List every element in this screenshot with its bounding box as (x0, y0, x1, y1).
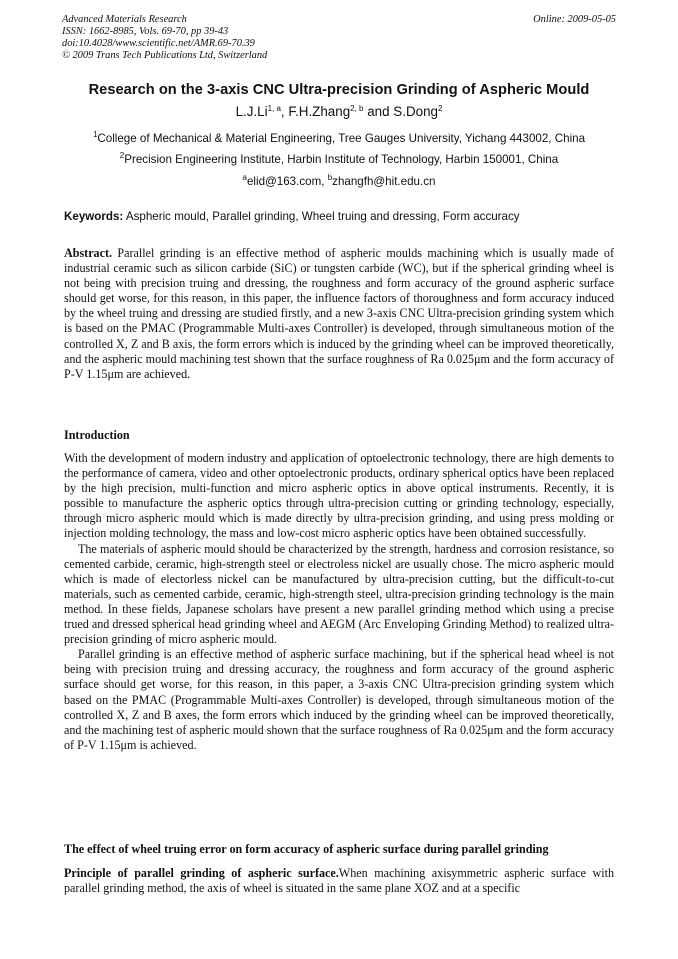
author-name: S.Dong (393, 104, 438, 119)
email-superscript: b (327, 173, 333, 182)
journal-header (62, 14, 267, 62)
online-date: Online: 2009-05-05 (533, 14, 616, 25)
keywords (64, 210, 616, 223)
paragraph: When machining axisymmetric aspheric surface with parallel grinding method, the axis of wheel is situated in the same plane XOZ and at a specific (64, 866, 614, 896)
doi-line: doi:10.4028/www.scientific.net/AMR.69-70.39 (62, 38, 255, 49)
affiliation-superscript: 2 (119, 151, 125, 160)
paragraph: Parallel grinding is an effective method of aspheric surface machining, but if the spherical head wheel is not being with precision truing and dressing accuracy, the roughness and form accuracy of the ground aspheric surface should get worse, for this reason, in this paper, a 3-axis CNC Ultra-precision grinding system which based on the PMAC (Programmable Multi-axes Controller) is developed, through simultaneous motion of the controlled X, Z and B axes, the form errors which induced by the grinding wheel can be improved theoretically, and the machining test of aspheric mould shown that the surface roughness of Ra 0.025μm and the form accuracy of P-V 1.15μm is achieved. (64, 647, 614, 752)
author-superscript: 2 (437, 104, 443, 113)
paragraph: The materials of aspheric mould should be characterized by the strength, hardness and corrosion resistance, so cemented carbide, ceramic, high-strength steel or electroless nickel are usually chose. The micro aspheric mould which is made of electorless nickel can be manufactured by ultra-precision cutting, but the difficult-to-cut materials, such as cemented carbide, ceramic, high-strength steel, ultra-precision grinding technology is the main method. In these fields, Japanese scholars have present a new parallel grinding method which using a precise trued and dressed spherical head grinding wheel and AEGM (Arc Enveloping Grinding Method) to realized ultra-precision grinding of micro aspheric mould. (64, 541, 614, 647)
email-superscript: a (242, 173, 247, 182)
section-heading-wheel-truing: The effect of wheel truing error on form accuracy of aspheric surface during parallel grinding (64, 842, 549, 856)
author-name: L.J.Li (235, 104, 268, 119)
email-text: zhangfh@hit.edu.cn (332, 175, 436, 188)
affiliation-text: Precision Engineering Institute, Harbin Institute of Technology, Harbin 150001, China (124, 153, 559, 166)
copyright-line: © 2009 Trans Tech Publications Ltd, Switzerland (62, 50, 268, 61)
abstract (64, 246, 614, 382)
introduction-body (64, 451, 614, 753)
affiliation-2 (0, 153, 678, 166)
author-emails (0, 175, 678, 188)
section-heading-introduction: Introduction (64, 428, 130, 442)
subsection-heading: Principle of parallel grinding of aspheric surface. (64, 866, 339, 880)
email-text: elid@163.com, (246, 175, 328, 188)
author-line (0, 104, 678, 119)
affiliation-superscript: 1 (92, 130, 98, 139)
affiliation-text: College of Mechanical & Material Engineering, Tree Gauges University, Yichang 443002, China (97, 132, 586, 145)
journal-name: Advanced Materials Research (62, 14, 187, 25)
author-superscript: 2, b (350, 104, 364, 113)
paper-title: Research on the 3-axis CNC Ultra-precision Grinding of Aspheric Mould (88, 82, 590, 98)
paragraph: With the development of modern industry and application of optoelectronic technology, there are high dements to the performance of camera, video and other optoelectronic products, ordinary spherical optics have been replaced by the high precision, multi-function and micro aspheric optics in above optical instruments. Recently, it is possible to manufacture the aspheric optics through ultra-precision cutting or grinding technology, especially, through micro aspheric mould which is made directly by ultra-precision grinding, and using press molding or injection molding technology, the mass and low-cost micro aspheric optics have been obtained successfully. (64, 451, 614, 541)
author-separator: , (280, 104, 289, 119)
keywords-label: Keywords: (64, 210, 124, 223)
author-separator: and (363, 104, 394, 119)
issn-line: ISSN: 1662-8985, Vols. 69-70, pp 39-43 (62, 26, 229, 37)
affiliation-1 (0, 132, 678, 145)
author-name: F.H.Zhang (288, 104, 351, 119)
section-body (64, 866, 614, 896)
abstract-label: Abstract. (64, 246, 113, 260)
author-superscript: 1, a (267, 104, 281, 113)
keywords-text: Aspheric mould, Parallel grinding, Wheel truing and dressing, Form accuracy (123, 210, 520, 223)
abstract-text: Parallel grinding is an effective method of aspheric moulds machining which is usually made of industrial ceramic such as silicon carbide (SiC) or tungsten carbide (WC), but if the spherical grinding wheel is not being with precision truing and dressing, the roughness and form accuracy of the ground aspheric surface should get worse, for this reason, in this paper, the influence factors of thoroughness and form accuracy induced by the wheel truing and dressing are studied firstly, and a new 3-axis CNC Ultra-precision grinding system which is based on the PMAC (Programmable Multi-axes Controller) is developed, through simultaneous motion of the controlled X, Z and B axis, the form errors which is induced by the grinding wheel can be improved theoretically, and the aspheric mould machining test shown that the surface roughness of Ra 0.025μm and the form accuracy of P-V 1.15μm are achieved. (64, 246, 614, 381)
